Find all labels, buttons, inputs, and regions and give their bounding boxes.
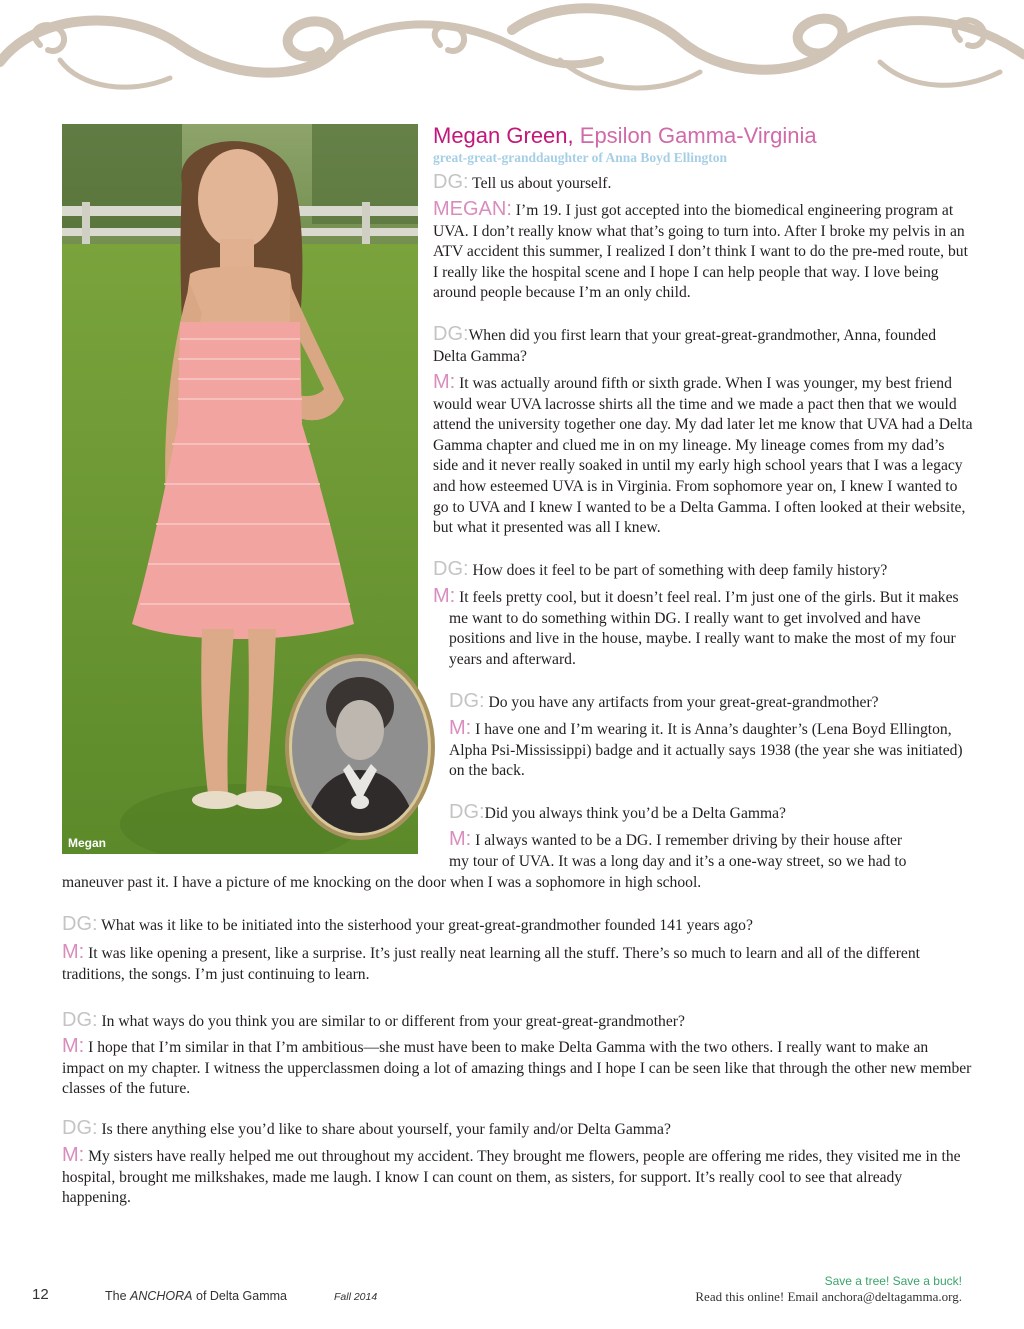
pub-suffix: of Delta Gamma	[192, 1289, 288, 1303]
read-online-link[interactable]: Read this online! Email anchora@deltagamma.org.	[695, 1289, 962, 1304]
question-text: How does it feel to be part of something with deep family history?	[468, 562, 888, 579]
chapter-name: Epsilon Gamma-Virginia	[579, 123, 817, 148]
answer-4	[449, 718, 971, 782]
question-text: When did you first learn that your great-great-grandmother, Anna, founded Delta Gamma?	[433, 327, 937, 365]
m-label: M:	[62, 1035, 85, 1057]
interviewee-name: Megan Green	[433, 123, 568, 148]
question-4	[449, 691, 971, 714]
dg-label: DG:	[433, 558, 469, 580]
issue-label: Fall 2014	[334, 1291, 378, 1303]
answer-text: My sisters have really helped me out throughout my accident. They brought me flowers, people are offering me rides, they visited me in the hospital, brought me milkshakes, made me laugh. I know I can count on them, as sisters, for support. It’s really cool to see that already happening.	[62, 1148, 961, 1207]
m-label: M:	[449, 717, 472, 739]
question-7	[62, 1010, 972, 1033]
answer-5-rest: maneuver past it. I have a picture of me knocking on the door when I was a sophomore in high school.	[62, 874, 702, 891]
question-text: Tell us about yourself.	[468, 175, 612, 192]
answer-8	[62, 1145, 972, 1209]
pub-prefix: The	[105, 1289, 131, 1303]
answer-5-line-1	[449, 829, 989, 852]
lineage-subtitle: great-great-granddaughter of Anna Boyd Ellington	[433, 150, 728, 165]
photo-caption: Megan	[68, 836, 107, 850]
question-5	[449, 802, 971, 825]
question-text: In what ways do you think you are similar to or different from your great-great-grandmother?	[97, 1013, 685, 1030]
question-6	[62, 914, 972, 937]
article-title	[433, 122, 817, 150]
m-label: M:	[433, 371, 456, 393]
question-3	[433, 559, 973, 582]
answer-1	[433, 199, 973, 304]
question-8	[62, 1118, 972, 1141]
answer-text: It feels pretty cool, but it doesn’t feel real. I’m just one of the girls. But it makes me want to do something within DG. I really want to get involved and have positions and live in the house, maybe. I really want to make the most of my four years and afterward.	[449, 589, 959, 668]
answer-text: It was like opening a present, like a surprise. It’s just really neat learning all the stuff. There’s so much to learn and all of the different traditions, the songs. I’m just continuing to learn.	[62, 945, 920, 983]
title-separator: ,	[567, 123, 580, 148]
question-2	[433, 324, 973, 367]
dg-label: DG:	[62, 1117, 98, 1139]
anna-portrait-icon	[283, 652, 437, 842]
m-label: M:	[62, 1144, 85, 1166]
dg-label: DG:	[62, 1009, 98, 1031]
answer-text: It was actually around fifth or sixth grade. When I was younger, my best friend would wear UVA lacrosse shirts all the time and we made a pact then that we would attend the university together one day. My dad later let me know that UVA had a Delta Gamma chapter and clued me in on my lineage. My lineage comes from my dad’s side and it never really soaked in until my early high school years that I was a legacy and how esteemed UVA is in Virginia. From sophomore year on, I knew I wanted to go to UVA and I knew I wanted to be a Delta Gamma. I often looked at their website, but what it presented was all I knew.	[433, 375, 973, 537]
dg-label: DG:	[449, 690, 485, 712]
question-1	[433, 172, 973, 195]
megan-label: MEGAN:	[433, 198, 512, 220]
question-text: Did you always think you’d be a Delta Gamma?	[484, 805, 786, 822]
answer-7	[62, 1036, 972, 1100]
dg-label: DG:	[449, 801, 485, 823]
answer-5-line-2: my tour of UVA. It was a long day and it’s a one-way street, so we had to	[449, 853, 907, 870]
m-label: M:	[62, 941, 85, 963]
dg-label: DG:	[433, 171, 469, 193]
answer-text: I’m 19. I just got accepted into the biomedical engineering program at UVA. I don’t really know what that’s going to turn into. After I broke my pelvis in an ATV accident this summer, I realized I don’t think I want to do the pre-med route, but I really like the hospital scene and I hope I can help people that way. I love being around people because I’m an only child.	[433, 202, 968, 302]
m-label: M:	[449, 828, 472, 850]
question-text: Is there anything else you’d like to share about yourself, your family and/or Delta Gamma?	[97, 1121, 671, 1138]
page-number: 12	[32, 1286, 49, 1303]
answer-3	[433, 585, 971, 670]
answer-2	[433, 372, 973, 539]
dg-label: DG:	[62, 913, 98, 935]
answer-text: I hope that I’m similar in that I’m ambitious—she must have been to make Delta Gamma with the two others. I really want to make an impact on my chapter. I witness the upperclassmen doing a lot of amazing things and I hope I can be seen like that through the other new member classes of the future.	[62, 1039, 972, 1098]
answer-6	[62, 942, 972, 985]
pub-title: ANCHORA	[130, 1289, 193, 1303]
m-label: M:	[433, 585, 456, 607]
swirl-ornament	[0, 0, 1024, 110]
save-note: Save a tree! Save a buck!	[824, 1274, 962, 1288]
dg-label: DG:	[433, 323, 469, 345]
answer-text: I always wanted to be a DG. I remember driving by their house after	[471, 832, 903, 849]
question-text: What was it like to be initiated into the sisterhood your great-great-grandmother founded 141 years ago?	[97, 917, 753, 934]
question-text: Do you have any artifacts from your great-great-grandmother?	[484, 694, 879, 711]
publication-name	[105, 1289, 287, 1303]
answer-text: I have one and I’m wearing it. It is Anna’s daughter’s (Lena Boyd Ellington, Alpha Psi-Mississippi) badge and it actually says 1938 (the year she was initiated) on the back.	[449, 721, 963, 780]
